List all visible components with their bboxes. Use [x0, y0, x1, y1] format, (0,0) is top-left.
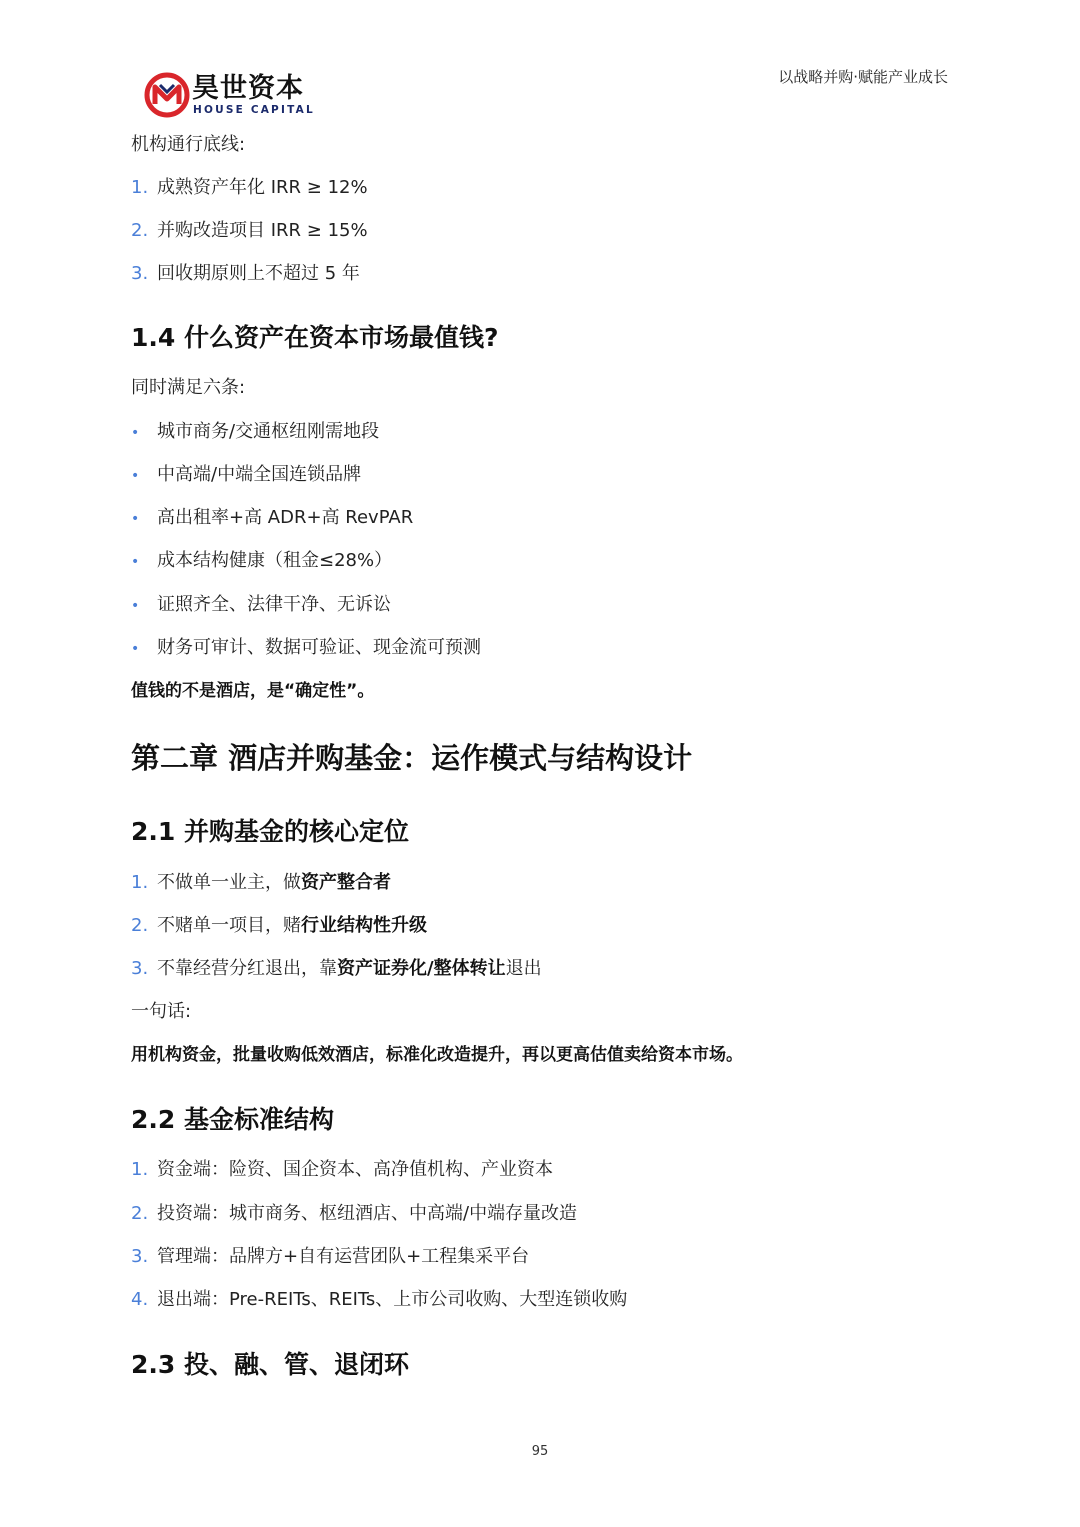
list-item: [131, 1201, 577, 1227]
bullet-text: 成本结构健康（租金≤28%）: [157, 550, 393, 571]
list-item: [131, 1157, 553, 1183]
list-item: [131, 261, 360, 287]
list-item-plain: 不做单一业主，做: [157, 872, 301, 893]
list-item-text: 退出端：Pre-REITs、REITs、上市公司收购、大型连锁收购: [157, 1289, 628, 1310]
list-number: 2.: [131, 220, 149, 241]
list-item-text: [157, 870, 391, 896]
list-item-plain: 不赌单一项目，赌: [157, 915, 301, 936]
list-item-text: 投资端：城市商务、枢纽酒店、中高端/中端存量改造: [157, 1203, 578, 1224]
bullet-item: [131, 462, 361, 489]
bullet-dot-icon: •: [131, 425, 140, 441]
house-capital-logo: [144, 72, 314, 120]
bullet-item: [131, 505, 413, 532]
list-item-plain: 不靠经营分红退出，靠: [157, 958, 337, 979]
bullet-dot-icon: •: [131, 598, 140, 614]
list-item: [131, 913, 427, 939]
list-number: 2.: [131, 915, 149, 936]
bullet-text: 中高端/中端全国连锁品牌: [157, 464, 362, 485]
section-conclusion: 值钱的不是酒店，是“确定性”。: [131, 681, 375, 701]
summary-statement: 用机构资金，批量收购低效酒店，标准化改造提升，再以更高估值卖给资本市场。: [131, 1045, 743, 1065]
bullet-text: 财务可审计、数据可验证、现金流可预测: [157, 637, 481, 658]
list-item-text: 管理端：品牌方+自有运营团队+工程集采平台: [157, 1246, 530, 1267]
list-item-text: [157, 956, 542, 982]
list-number: 2.: [131, 1203, 149, 1224]
bullet-item: [131, 419, 379, 446]
section-intro: 同时满足六条:: [131, 377, 246, 398]
summary-label: 一句话:: [131, 1001, 192, 1022]
bullet-text: 证照齐全、法律干净、无诉讼: [157, 594, 391, 615]
bullet-dot-icon: •: [131, 468, 140, 484]
bullet-item: [131, 548, 392, 575]
bullet-dot-icon: •: [131, 511, 140, 527]
list-number: 1.: [131, 872, 149, 893]
list-item-plain-after: 退出: [505, 958, 542, 979]
list-item: [131, 870, 391, 896]
list-item: [131, 1244, 529, 1270]
bullet-text: 城市商务/交通枢纽刚需地段: [157, 421, 380, 442]
list-number: 4.: [131, 1289, 149, 1310]
section-heading-2-1: 2.1 并购基金的核心定位: [131, 817, 409, 846]
logo-chinese-name: 昊世资本: [192, 73, 304, 104]
bullet-dot-icon: •: [131, 641, 140, 657]
list-item-text: [157, 913, 427, 939]
section-heading-2-3: 2.3 投、融、管、退闭环: [131, 1350, 409, 1379]
list-item-emphasis: 资产证券化/整体转让: [337, 958, 506, 979]
list-item-emphasis: 行业结构性升级: [301, 915, 427, 936]
list-item-text: 成熟资产年化 IRR ≥ 12%: [157, 177, 368, 198]
list-item-text: 资金端：险资、国企资本、高净值机构、产业资本: [157, 1159, 553, 1180]
list-item: [131, 956, 542, 982]
list-number: 1.: [131, 177, 149, 198]
section-heading-1-4: 1.4 什么资产在资本市场最值钱?: [131, 323, 499, 352]
bullet-text: 高出租率+高 ADR+高 RevPAR: [157, 507, 414, 528]
list-item: [131, 1287, 627, 1313]
list-item-emphasis: 资产整合者: [301, 872, 391, 893]
page-header: [0, 0, 1080, 130]
list-number: 1.: [131, 1159, 149, 1180]
list-number: 3.: [131, 958, 149, 979]
bullet-item: [131, 635, 481, 662]
chapter-heading-2: 第二章 酒店并购基金：运作模式与结构设计: [131, 741, 693, 775]
list-item-text: 回收期原则上不超过 5 年: [157, 263, 360, 284]
list-number: 3.: [131, 263, 149, 284]
bullet-dot-icon: •: [131, 554, 140, 570]
house-capital-logo-mark-icon: [144, 72, 190, 118]
list-item-text: 并购改造项目 IRR ≥ 15%: [157, 220, 368, 241]
list-number: 3.: [131, 1246, 149, 1267]
baseline-intro: 机构通行底线:: [131, 134, 246, 155]
logo-english-name: HOUSE CAPITAL: [193, 104, 315, 116]
list-item: [131, 218, 368, 244]
section-heading-2-2: 2.2 基金标准结构: [131, 1105, 334, 1134]
bullet-item: [131, 592, 391, 619]
page-number: 95: [531, 1444, 549, 1459]
header-slogan: 以战略并购·赋能产业成长: [778, 68, 948, 86]
list-item: [131, 175, 368, 201]
